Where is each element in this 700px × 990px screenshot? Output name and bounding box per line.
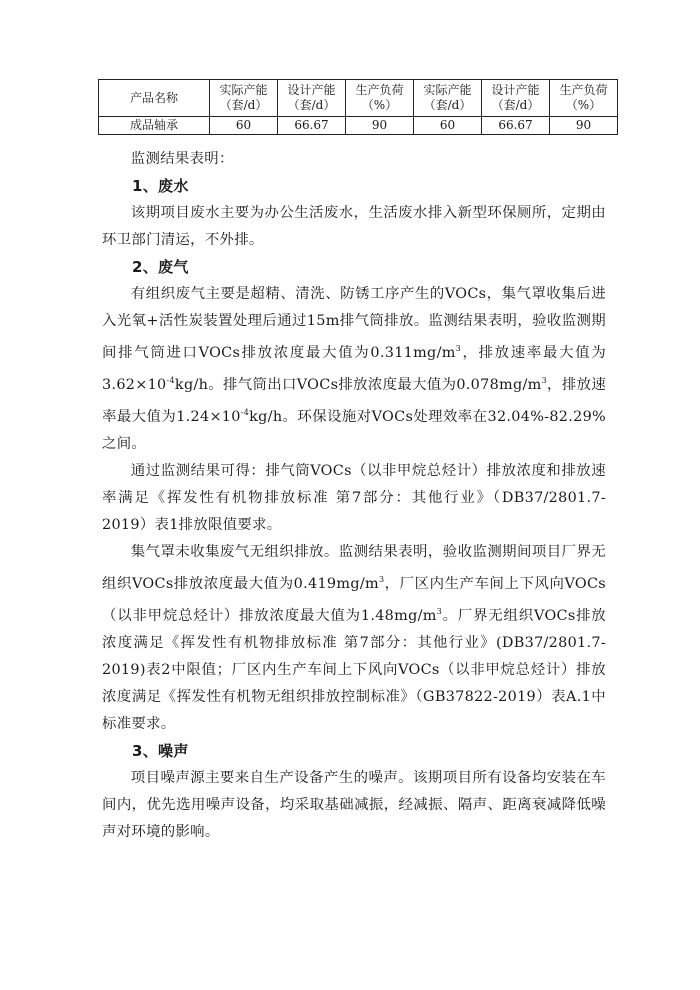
superscript: 3 xyxy=(378,575,385,584)
header-text: 产品名称 xyxy=(129,90,178,105)
table-row xyxy=(99,117,618,135)
header-design-capacity xyxy=(482,80,550,117)
production-capacity-table xyxy=(98,79,618,135)
header-product-name xyxy=(99,80,210,117)
table-cell: 60 xyxy=(414,117,482,135)
header-unit: （套/d） xyxy=(423,98,472,112)
header-actual-capacity xyxy=(414,80,482,117)
header-production-load xyxy=(550,80,618,117)
wastewater-paragraph: 该期项目废水主要为办公生活废水，生活废水排入新型环保厕所，定期由环卫部门清运，不外排。 xyxy=(102,205,606,248)
text-run: ，排放速率最大值为1.24×10 xyxy=(102,377,607,425)
header-production-load xyxy=(346,80,414,117)
superscript: -4 xyxy=(166,376,175,385)
header-text: 设计产能 xyxy=(491,83,540,97)
header-unit: （%） xyxy=(565,98,602,112)
superscript: -4 xyxy=(240,408,250,417)
header-unit: （套/d） xyxy=(491,98,540,112)
section-heading-wastewater: 1、废水 xyxy=(132,177,189,195)
unorganized-emission-paragraph xyxy=(102,539,606,738)
header-text: 设计产能 xyxy=(287,83,336,97)
standard-compliance-paragraph: 通过监测结果可得：排气筒VOCs（以非甲烷总烃计）排放浓度和排放速率满足《挥发性有机物排放标准 第7部分：其他行业》（DB37/2801.7-2019）表1排放限值要求。 xyxy=(102,463,606,533)
noise-paragraph: 项目噪声源主要来自生产设备产生的噪声。该期项目所有设备均安装在车间内，优先选用噪声设备，均采取基础减振，经减振、隔声、距离衰减降低噪声对环境的影响。 xyxy=(102,770,606,840)
text-run: ，厂区内生产车间上下风向VOCs（以非甲烷总烃计）排放浓度最大值为1.48mg/m xyxy=(102,576,606,624)
header-text: 生产负荷 xyxy=(559,83,608,97)
section-heading-noise: 3、噪声 xyxy=(132,742,189,760)
text-run: 。厂界无组织VOCs排放浓度满足《挥发性有机物排放标准 第7部分：其他行业》(DB37/2801.7-2019)表2中限值；厂区内生产车间上下风向VOCs（以非甲烷总烃计）排放浓度满足《挥发性有机物无组织排放控制标准》（GB37822-2019）表A.1中标准要求。 xyxy=(102,608,606,732)
header-unit: （%） xyxy=(361,98,398,112)
text-run: kg/h。环保设施对VOCs处理效率在32.04%-82.29%之间。 xyxy=(102,409,606,452)
header-text: 生产负荷 xyxy=(355,83,404,97)
header-actual-capacity xyxy=(210,80,278,117)
header-design-capacity xyxy=(278,80,346,117)
table-header-row xyxy=(99,80,618,117)
superscript: 3 xyxy=(436,607,443,616)
organized-emission-paragraph xyxy=(102,281,606,458)
header-unit: （套/d） xyxy=(219,98,268,112)
table-cell: 66.67 xyxy=(482,117,550,135)
superscript: 3 xyxy=(541,376,547,385)
header-text: 实际产能 xyxy=(423,83,472,97)
text-run: kg/h。排气筒出口VOCs排放浓度最大值为0.078mg/m xyxy=(174,377,542,393)
section-heading-exhaust-gas: 2、废气 xyxy=(132,258,189,276)
table-cell: 成品轴承 xyxy=(99,117,210,135)
header-text: 实际产能 xyxy=(219,83,268,97)
table-cell: 90 xyxy=(346,117,414,135)
table-cell: 60 xyxy=(210,117,278,135)
intro-paragraph: 监测结果表明： xyxy=(130,151,234,167)
table-cell: 90 xyxy=(550,117,618,135)
header-unit: （套/d） xyxy=(287,98,336,112)
document-body xyxy=(102,146,606,846)
text-run: ，排放速率最大值为3.62×10 xyxy=(102,345,607,393)
superscript: 3 xyxy=(455,344,462,353)
text-run: 集气罩未收集废气无组织排放。监测结果表明，验收监测期间项目厂界无组织VOCs排放浓度最大值为0.419mg/m xyxy=(102,544,606,592)
table-cell: 66.67 xyxy=(278,117,346,135)
text-run: 有组织废气主要是超精、清洗、防锈工序产生的VOCs，集气罩收集后进入光氧+活性炭装置处理后通过15m排气筒排放。监测结果表明，验收监测期间排气筒进口VOCs排放浓度最大值为0.311mg/m xyxy=(102,286,606,361)
